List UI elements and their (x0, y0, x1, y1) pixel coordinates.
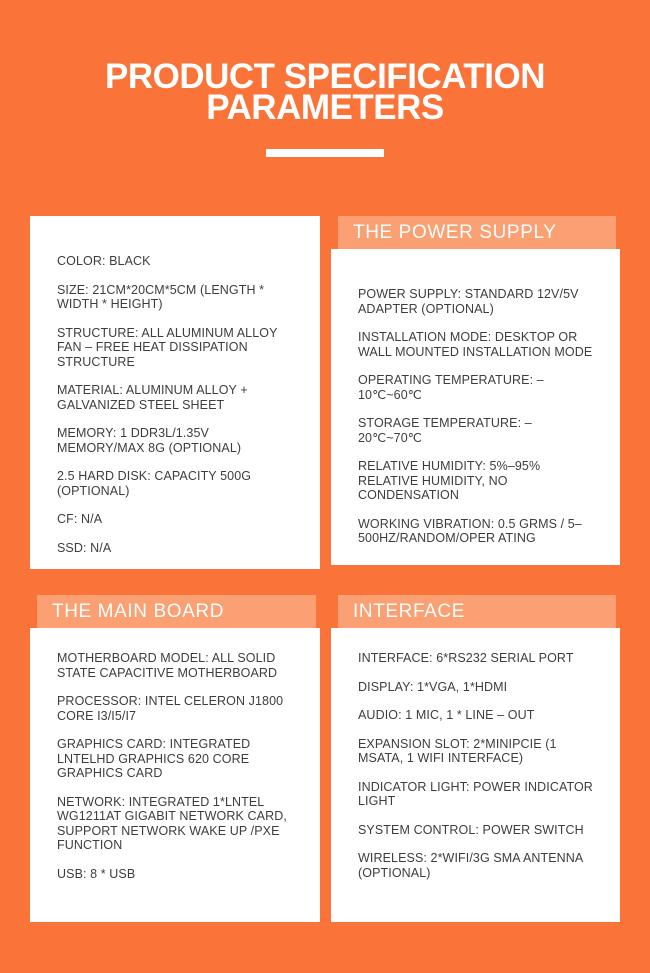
title-underline-bar (266, 149, 384, 157)
card-title: THE MAIN BOARD (52, 601, 225, 622)
page-title-line1: PRODUCT SPECIFICATION (105, 57, 545, 96)
spec-item-processor: PROCESSOR: INTEL CELERON J1800 CORE I3/I5/I7 (57, 694, 284, 723)
card-header-the-main-board (37, 595, 316, 628)
page-title-line2: PARAMETERS (206, 88, 444, 127)
spec-card-the-power-supply (331, 216, 620, 565)
spec-item-working-vibration: WORKING VIBRATION: 0.5 GRMS / 5–500HZ/RANDOM/OPER ATING (358, 516, 582, 545)
card-header-interface (338, 595, 616, 628)
card-body-the-case (30, 216, 320, 569)
spec-item-memory: MEMORY: 1 DDR3L/1.35V MEMORY/MAX 8G (OPTIONAL) (57, 426, 242, 455)
page-title (0, 57, 650, 127)
card-header-the-power-supply (338, 216, 616, 249)
card-title: THE POWER SUPPLY (353, 222, 557, 243)
spec-item-wireless: WIRELESS: 2*WIFI/3G SMA ANTENNA (OPTIONAL) (358, 851, 583, 880)
spec-item-storage-temperature: STORAGE TEMPERATURE: –20℃~70℃ (358, 416, 532, 445)
spec-item-indicator-light: INDICATOR LIGHT: POWER INDICATOR LIGHT (358, 779, 593, 808)
spec-item-ssd: SSD: N/A (57, 540, 112, 555)
card-title: INTERFACE (353, 601, 466, 622)
spec-item-power-supply: POWER SUPPLY: STANDARD 12V/5V ADAPTER (OPTIONAL) (358, 287, 579, 316)
spec-card-interface (331, 595, 620, 922)
spec-item-material: MATERIAL: ALUMINUM ALLOY + GALVANIZED STEEL SHEET (57, 383, 248, 412)
spec-item-motherboard-model: MOTHERBOARD MODEL: ALL SOLID STATE CAPACITIVE MOTHERBOARD (57, 651, 278, 680)
spec-card-the-main-board (30, 595, 320, 922)
spec-item-size: SIZE: 21CM*20CM*5CM (LENGTH * WIDTH * HEIGHT) (57, 282, 265, 311)
spec-item-operating-temperature: OPERATING TEMPERATURE: –10℃~60℃ (358, 373, 544, 402)
spec-item-audio: AUDIO: 1 MIC, 1 * LINE – OUT (358, 708, 535, 722)
spec-card-the-case (30, 216, 320, 565)
spec-item-graphics-card: GRAPHICS CARD: INTEGRATED LNTELHD GRAPHICS 620 CORE GRAPHICS CARD (57, 737, 251, 780)
spec-item-expansion-slot: EXPANSION SLOT: 2*MINIPCIE (1 MSATA, 1 WIFI INTERFACE) (358, 736, 557, 765)
spec-item-display: DISPLAY: 1*VGA, 1*HDMI (358, 679, 508, 694)
spec-item-usb: USB: 8 * USB (57, 866, 136, 881)
spec-item-network: NETWORK: INTEGRATED 1*LNTEL WG1211AT GIGABIT NETWORK CARD, SUPPORT NETWORK WAKE UP /PXE FUNCTION (57, 794, 287, 852)
spec-item-interface: INTERFACE: 6*RS232 SERIAL PORT (358, 651, 574, 665)
spec-item-installation-mode: INSTALLATION MODE: DESKTOP OR WALL MOUNTED INSTALLATION MODE (358, 330, 593, 359)
card-body-the-main-board (30, 628, 320, 922)
spec-item-cf: CF: N/A (57, 512, 103, 526)
spec-item-structure: STRUCTURE: ALL ALUMINUM ALLOY FAN – FREE HEAT DISSIPATION STRUCTURE (57, 325, 278, 369)
spec-item-system-control: SYSTEM CONTROL: POWER SWITCH (358, 822, 584, 837)
card-body-interface (331, 628, 620, 922)
card-body-the-power-supply (331, 249, 620, 565)
spec-item-hard-disk: 2.5 HARD DISK: CAPACITY 500G (OPTIONAL) (57, 469, 252, 498)
spec-item-color: COLOR: BLACK (57, 254, 151, 268)
spec-item-relative-humidity: RELATIVE HUMIDITY: 5%–95% RELATIVE HUMIDITY, NO CONDENSATION (358, 459, 541, 502)
